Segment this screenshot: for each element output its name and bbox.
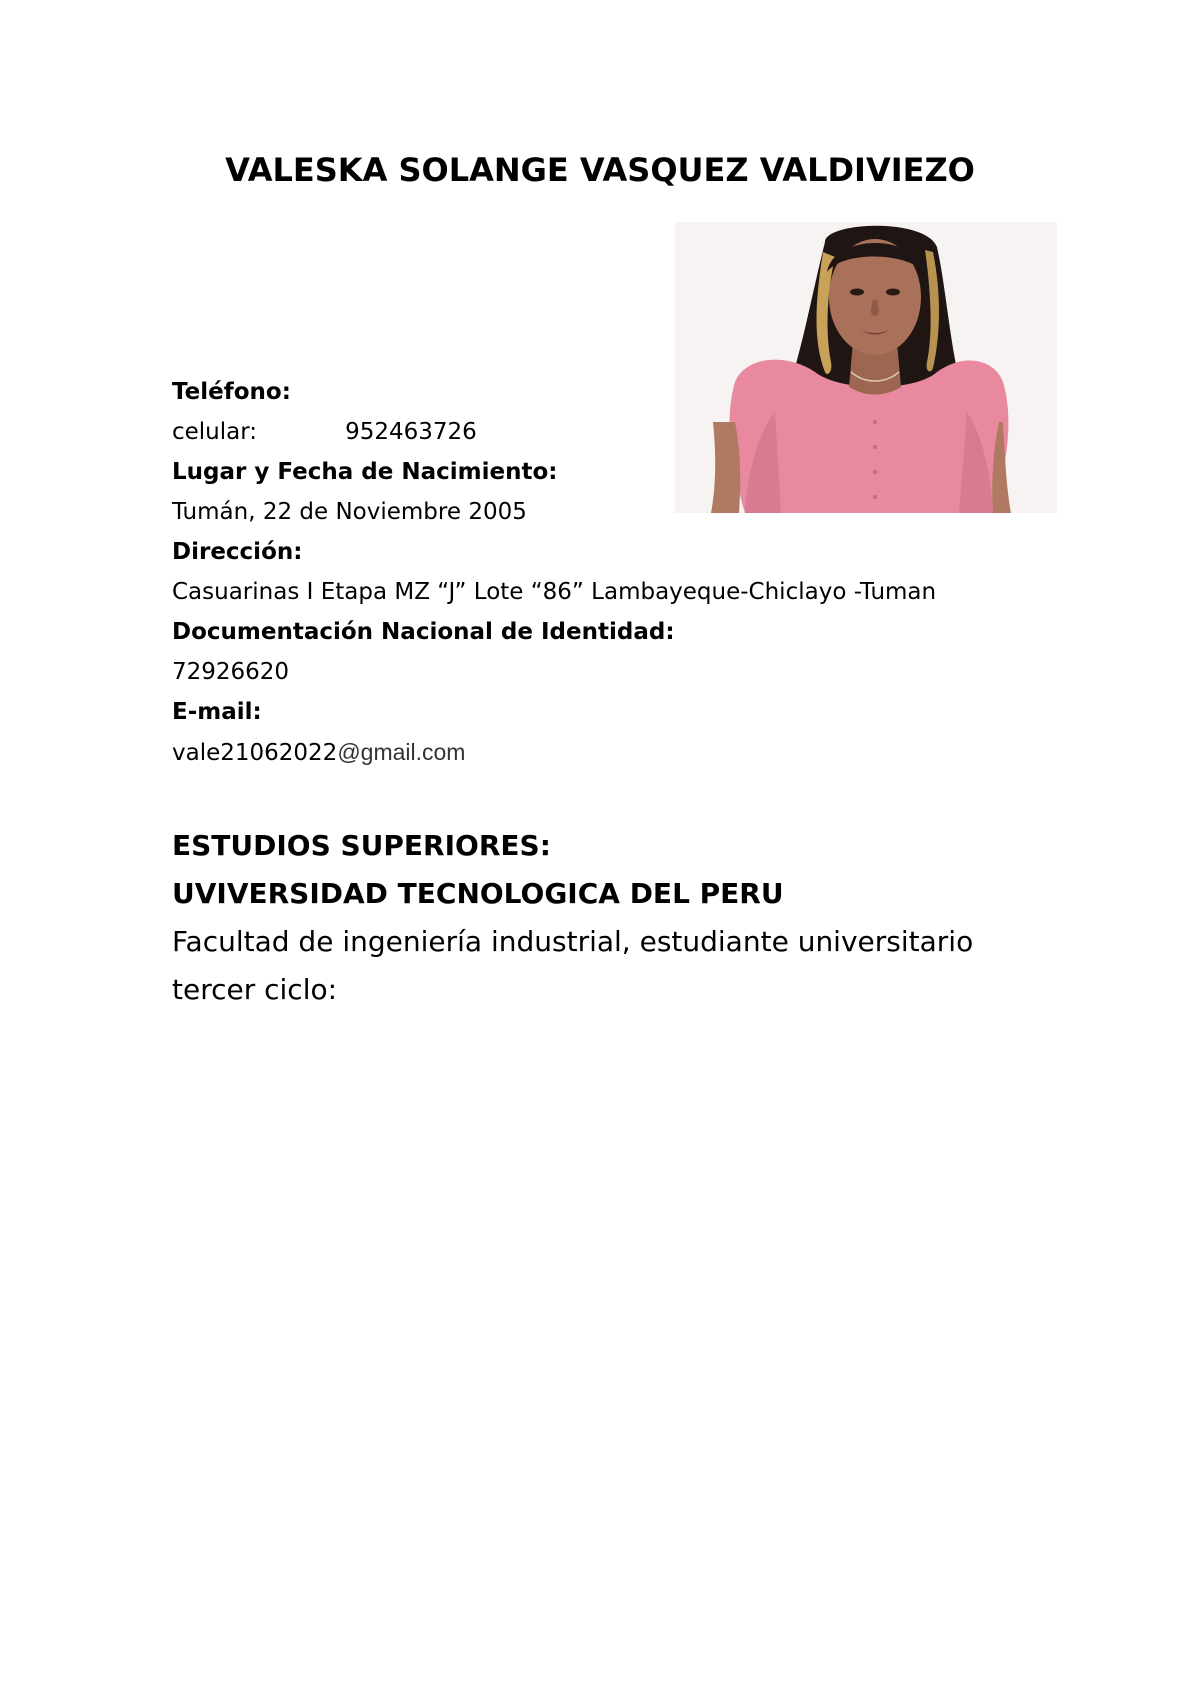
faculty-line-1: Facultad de ingeniería industrial, estudiante universitario bbox=[172, 925, 974, 958]
celular-row bbox=[172, 412, 1072, 452]
email-domain: @gmail.com bbox=[337, 739, 466, 765]
dni-label: Documentación Nacional de Identidad: bbox=[172, 619, 675, 645]
university-name: UVIVERSIDAD TECNOLOGICA DEL PERU bbox=[172, 877, 784, 910]
email-label: E-mail: bbox=[172, 699, 262, 725]
email-value bbox=[172, 732, 1072, 773]
direccion-label: Dirección: bbox=[172, 539, 303, 565]
page-title: VALESKA SOLANGE VASQUEZ VALDIVIEZO bbox=[225, 151, 975, 189]
nacimiento-value: Tumán, 22 de Noviembre 2005 bbox=[172, 499, 527, 525]
telefono-label: Teléfono: bbox=[172, 379, 291, 405]
studies-section bbox=[172, 822, 1072, 1014]
studies-heading: ESTUDIOS SUPERIORES: bbox=[172, 829, 551, 862]
dni-value: 72926620 bbox=[172, 659, 290, 685]
faculty-line-2: tercer ciclo: bbox=[172, 973, 338, 1006]
direccion-value: Casuarinas I Etapa MZ “J” Lote “86” Lambayeque-Chiclayo -Tuman bbox=[172, 579, 937, 605]
personal-info-section bbox=[172, 372, 1072, 773]
celular-value: 952463726 bbox=[345, 419, 477, 445]
nacimiento-label: Lugar y Fecha de Nacimiento: bbox=[172, 459, 558, 485]
celular-label: celular: bbox=[172, 419, 258, 445]
email-user: vale21062022 bbox=[172, 740, 338, 766]
